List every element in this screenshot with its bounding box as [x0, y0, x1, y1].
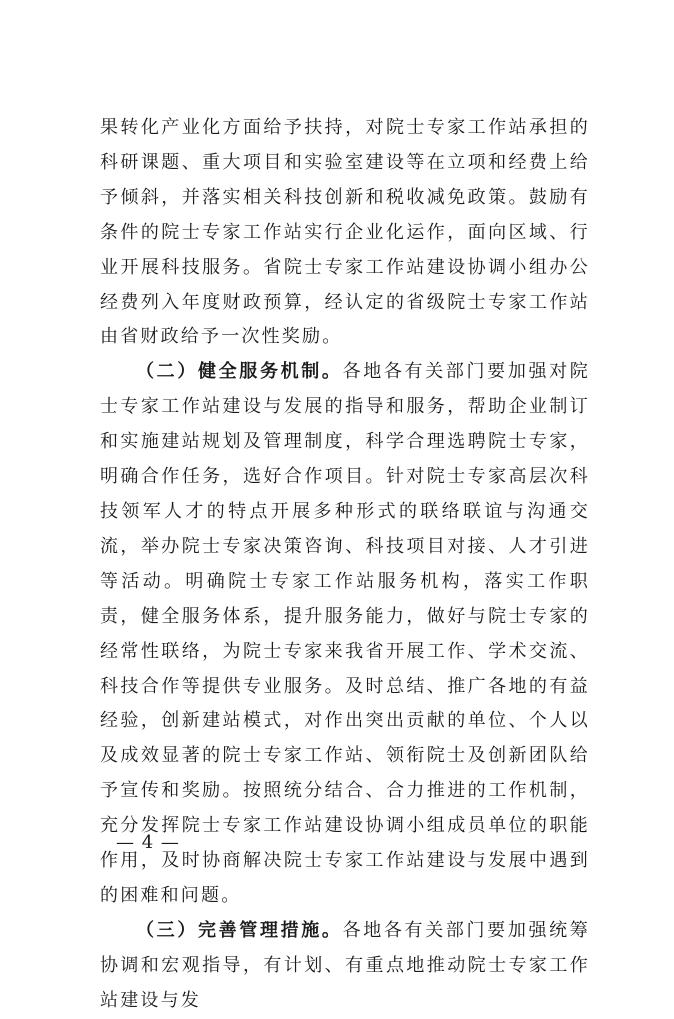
- paragraph-1-text: 果转化产业化方面给予扶持，对院士专家工作站承担的科研课题、重大项目和实验室建设等在立项和经费上给予倾斜，并落实相关科技创新和税收减免政策。鼓励有条件的院士专家工作站实行企业化运作，面向区域、行业开展科技服务。省院士专家工作站建设协调小组办公经费列入年度财政预算，经认定的省级院士专家工作站由省财政给予一次性奖励。: [100, 117, 590, 348]
- paragraph-3: [100, 914, 590, 1019]
- document-body: [100, 111, 590, 1019]
- paragraph-2-text: 各地各有关部门要加强对院士专家工作站建设与发展的指导和服务，帮助企业制订和实施建站规划及管理制度，科学合理选聘院士专家，明确合作任务，选好合作项目。针对院士专家高层次科技领军人才的特点开展多种形式的联络联谊与沟通交流，举办院士专家决策咨询、科技项目对接、人才引进等活动。明确院士专家工作站服务机构，落实工作职责，健全服务体系，提升服务能力，做好与院士专家的经常性联络，为院士专家来我省开展工作、学术交流、科技合作等提供专业服务。及时总结、推广各地的有益经验，创新建站模式，对作出突出贡献的单位、个人以及成效显著的院士专家工作站、领衔院士及创新团队给予宣传和奖励。按照统分结合、合力推进的工作机制，充分发挥院士专家工作站建设协调小组成员单位的职能作用，及时协商解决院士专家工作站建设与发展中遇到的困难和问题。: [100, 361, 591, 906]
- paragraph-2: [100, 355, 590, 914]
- paragraph-3-text: 各地各有关部门要加强统筹协调和宏观指导，有计划、有重点地推动院士专家工作站建设与发: [100, 919, 591, 1011]
- paragraph-1: [100, 111, 590, 355]
- paragraph-3-lead: （三）完善管理措施。: [136, 919, 343, 941]
- page-number: — 4 —: [116, 832, 180, 853]
- paragraph-2-lead: （二）健全服务机制。: [136, 361, 343, 383]
